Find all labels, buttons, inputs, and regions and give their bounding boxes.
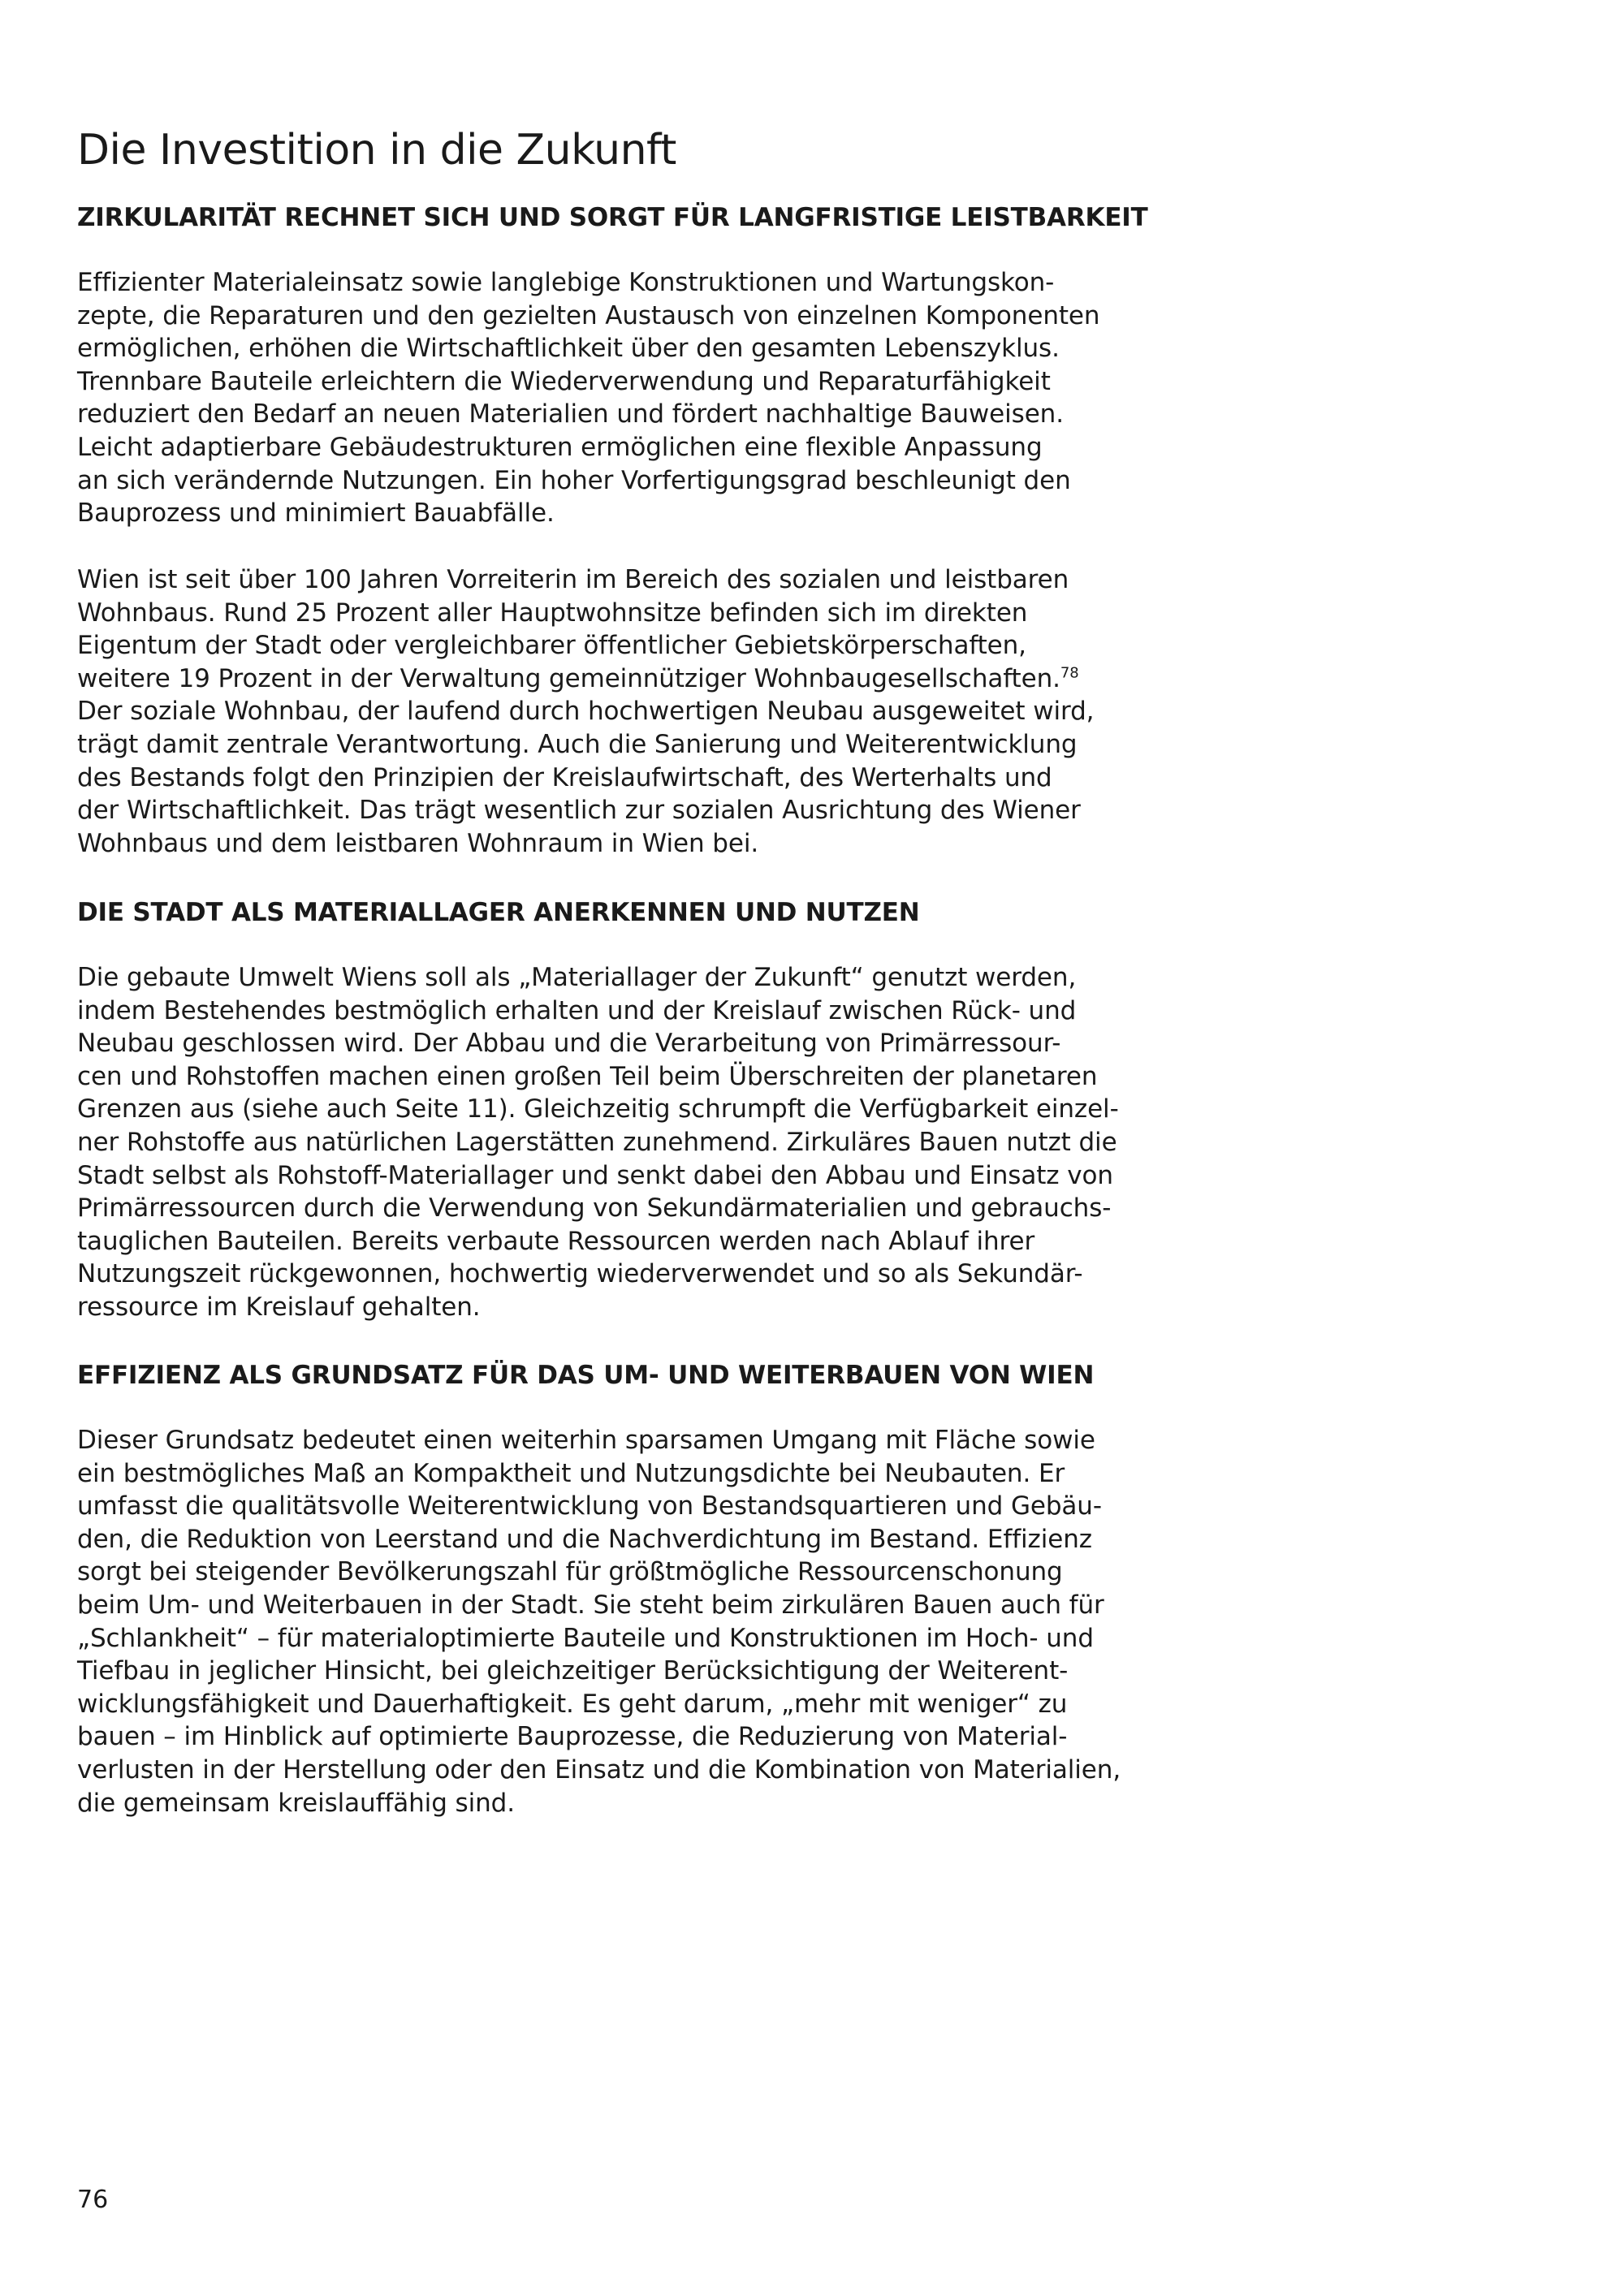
- text-line: ein bestmögliches Maß an Kompaktheit und Nutzungsdichte bei Neubauten. Er: [77, 1458, 1065, 1488]
- text-line: beim Um- und Weiterbauen in der Stadt. Sie steht beim zirkulären Bauen auch für: [77, 1590, 1104, 1620]
- section-heading: EFFIZIENZ ALS GRUNDSATZ FÜR DAS UM- UND WEITERBAUEN VON WIEN: [77, 1361, 1095, 1390]
- page-title: Die Investition in die Zukunft: [77, 126, 676, 175]
- section-heading: DIE STADT ALS MATERIALLAGER ANERKENNEN UND NUTZEN: [77, 898, 920, 927]
- text-line-with-footnote: [77, 662, 1181, 696]
- text-line: Wohnbaus und dem leistbaren Wohnraum in Wien bei.: [77, 828, 759, 858]
- page-number: 76: [77, 2186, 109, 2214]
- text-line: Tiefbau in jeglicher Hinsicht, bei gleichzeitiger Berücksichtigung der Weiterent-: [77, 1656, 1069, 1686]
- text-line: bauen – im Hinblick auf optimierte Bauprozesse, die Reduzierung von Material-: [77, 1722, 1068, 1752]
- text-line: weitere 19 Prozent in der Verwaltung gemeinnütziger Wohnbaugesellschaften.: [77, 663, 1060, 693]
- text-line: des Bestands folgt den Prinzipien der Kreislaufwirtschaft, des Werterhalts und: [77, 762, 1052, 792]
- text-line: Primärressourcen durch die Verwendung von Sekundärmaterialien und gebrauchs-: [77, 1193, 1112, 1224]
- text-line: sorgt bei steigender Bevölkerungszahl für größtmögliche Ressourcenschonung: [77, 1557, 1063, 1587]
- paragraph: [77, 266, 1181, 530]
- text-line: Stadt selbst als Rohstoff-Materiallager und senkt dabei den Abbau und Einsatz von: [77, 1160, 1113, 1190]
- text-line: ner Rohstoffe aus natürlichen Lagerstätten zunehmend. Zirkuläres Bauen nutzt die: [77, 1127, 1117, 1157]
- text-line: Eigentum der Stadt oder vergleichbarer öffentlicher Gebietskörperschaften,: [77, 631, 1026, 661]
- text-line: die gemeinsam kreislauffähig sind.: [77, 1788, 515, 1818]
- text-line: Der soziale Wohnbau, der laufend durch hochwertigen Neubau ausgeweitet wird,: [77, 697, 1095, 727]
- text-line: cen und Rohstoffen machen einen großen Teil beim Überschreiten der planetaren: [77, 1061, 1098, 1091]
- text-line: Die gebaute Umwelt Wiens soll als „Materiallager der Zukunft“ genutzt werden,: [77, 963, 1077, 992]
- text-line: Bauprozess und minimiert Bauabfälle.: [77, 498, 555, 529]
- text-line: „Schlankheit“ – für materialoptimierte Bauteile und Konstruktionen im Hoch- und: [77, 1623, 1094, 1653]
- text-line: Dieser Grundsatz bedeutet einen weiterhin sparsamen Umgang mit Fläche sowie: [77, 1426, 1095, 1455]
- text-line: an sich verändernde Nutzungen. Ein hoher Vorfertigungsgrad beschleunigt den: [77, 465, 1071, 495]
- text-line: Neubau geschlossen wird. Der Abbau und die Verarbeitung von Primärressour-: [77, 1029, 1061, 1059]
- text-line: reduziert den Bedarf an neuen Materialien und fördert nachhaltige Bauweisen.: [77, 399, 1064, 429]
- text-line: Trennbare Bauteile erleichtern die Wiederverwendung und Reparaturfähigkeit: [77, 366, 1051, 396]
- text-line: trägt damit zentrale Verantwortung. Auch die Sanierung und Weiterentwicklung: [77, 729, 1078, 759]
- paragraph: [77, 961, 1181, 1324]
- text-line: verlusten in der Herstellung oder den Einsatz und die Kombination von Materialien,: [77, 1754, 1121, 1785]
- text-line: ermöglichen, erhöhen die Wirtschaftlichkeit über den gesamten Lebenszyklus.: [77, 334, 1060, 364]
- text-line: Leicht adaptierbare Gebäudestrukturen ermöglichen eine flexible Anpassung: [77, 432, 1043, 462]
- text-line: umfasst die qualitätsvolle Weiterentwicklung von Bestandsquartieren und Gebäu-: [77, 1491, 1102, 1521]
- footnote-marker: 78: [1060, 664, 1079, 682]
- text-line: Wien ist seit über 100 Jahren Vorreiterin im Bereich des sozialen und leistbaren: [77, 565, 1069, 594]
- text-line: tauglichen Bauteilen. Bereits verbaute Ressourcen werden nach Ablauf ihrer: [77, 1226, 1035, 1256]
- text-line: indem Bestehendes bestmöglich erhalten und der Kreislauf zwischen Rück- und: [77, 995, 1077, 1025]
- text-line: wicklungsfähigkeit und Dauerhaftigkeit. Es geht darum, „mehr mit weniger“ zu: [77, 1689, 1068, 1719]
- text-line: den, die Reduktion von Leerstand und die Nachverdichtung im Bestand. Effizienz: [77, 1524, 1092, 1554]
- text-line: der Wirtschaftlichkeit. Das trägt wesentlich zur sozialen Ausrichtung des Wiener: [77, 796, 1081, 826]
- text-line: Effizienter Materialeinsatz sowie langlebige Konstruktionen und Wartungskon-: [77, 268, 1055, 297]
- text-line: zepte, die Reparaturen und den gezielten Austausch von einzelnen Komponenten: [77, 300, 1100, 330]
- paragraph: [77, 1424, 1181, 1819]
- text-line: Wohnbaus. Rund 25 Prozent aller Hauptwohnsitze befinden sich im direkten: [77, 598, 1028, 628]
- text-line: ressource im Kreislauf gehalten.: [77, 1292, 481, 1322]
- text-line: Grenzen aus (siehe auch Seite 11). Gleichzeitig schrumpft die Verfügbarkeit einzel-: [77, 1094, 1119, 1124]
- paragraph: [77, 563, 1181, 860]
- text-line: Nutzungszeit rückgewonnen, hochwertig wiederverwendet und so als Sekundär-: [77, 1259, 1083, 1289]
- section-heading: ZIRKULARITÄT RECHNET SICH UND SORGT FÜR LANGFRISTIGE LEISTBARKEIT: [77, 203, 1148, 232]
